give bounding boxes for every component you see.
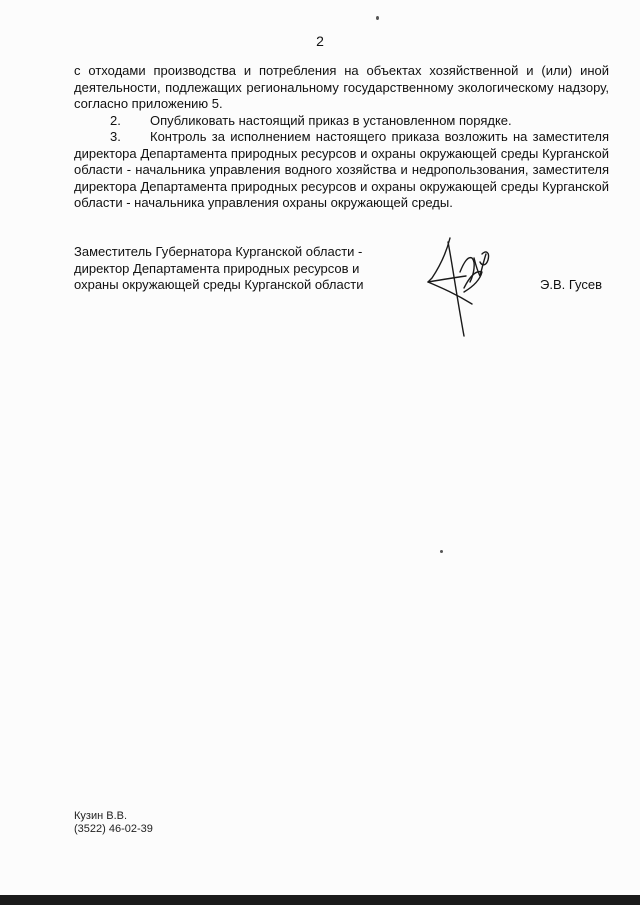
executor-name: Кузин В.В. — [74, 810, 128, 822]
signer-position — [74, 244, 374, 294]
executor-phone: (3522) 46-02-39 — [74, 823, 153, 835]
item-text: Опубликовать настоящий приказ в установленном порядке. — [150, 112, 512, 128]
page-number: 2 — [316, 33, 324, 49]
signer-name: Э.В. Гусев — [540, 277, 603, 292]
order-body — [74, 63, 609, 212]
signer-position-line: Заместитель Губернатора Курганской области - — [74, 244, 363, 259]
scan-bottom-edge — [0, 895, 640, 905]
scan-speck — [440, 550, 443, 553]
item-number: 2. — [110, 112, 121, 128]
signer-position-line: директор Департамента природных ресурсов и — [74, 260, 360, 276]
handwritten-signature — [420, 232, 500, 344]
order-item-3 — [74, 129, 609, 212]
signer-position-line: охраны окружающей среды Курганской области — [74, 277, 364, 292]
order-item-2 — [74, 113, 609, 130]
item-number: 3. — [110, 129, 121, 144]
executor-info — [74, 810, 153, 836]
scan-speck — [376, 16, 379, 20]
continuation-paragraph: с отходами производства и потребления на объектах хозяйственной и (или) иной деятельности, подлежащих региональному государственному экологическому надзору, согласно приложению 5. — [74, 63, 609, 111]
item-text: Контроль за исполнением настоящего приказа возложить на заместителя директора Департамента природных ресурсов и охраны окружающей среды Курганской области - начальника управления водного хозяйства и недропользования, заместителя директора Департамента природных ресурсов и охраны окружающей среды Курганской области - начальника управления охраны окружающей среды. — [74, 129, 609, 210]
